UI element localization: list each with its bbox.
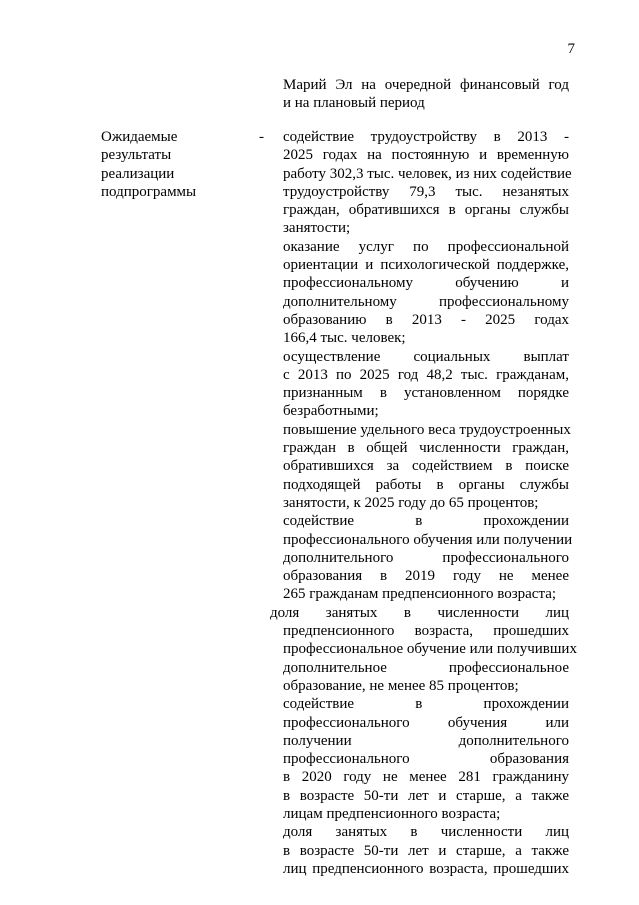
text-line: профессиональному обучению и	[283, 275, 569, 292]
text-line: содействие в прохождении	[283, 513, 569, 530]
text-line: результаты	[101, 147, 172, 164]
text-line: подпрограммы	[101, 183, 197, 200]
text-line: в возрасте 50-ти лет и старше, а также	[283, 842, 569, 859]
text-line: граждан, обратившихся в органы службы	[283, 202, 569, 219]
result-paragraph	[283, 421, 569, 512]
text-line: лицам предпенсионного возраста;	[283, 805, 501, 822]
text-line: оказание услуг по профессиональной	[283, 238, 569, 255]
result-paragraph	[283, 128, 572, 238]
text-line: признанным в установленном порядке	[283, 385, 569, 402]
text-line: образования в 2019 году не менее	[283, 568, 569, 585]
text-line: ориентации и психологической поддержке,	[283, 257, 569, 274]
text-line: содействие в прохождении	[283, 696, 569, 713]
result-paragraph	[283, 238, 569, 348]
result-paragraph	[270, 604, 577, 695]
text-line: образованию в 2013 - 2025 годах	[283, 311, 569, 328]
text-line: занятости, к 2025 году до 65 процентов;	[283, 494, 539, 511]
text-line: 166,4 тыс. человек;	[283, 330, 406, 347]
text-line: граждан в общей численности граждан,	[283, 440, 569, 457]
label-dash: -	[259, 129, 264, 145]
text-line: обратившихся за содействием в поиске	[283, 458, 569, 475]
text-line: в 2020 году не менее 281 гражданину	[283, 769, 569, 786]
text-line: профессионального образования	[283, 751, 569, 768]
result-paragraph	[283, 348, 569, 421]
text-line: профессионального обучения или	[283, 714, 569, 731]
text-line: 2025 годах на постоянную и временную	[283, 147, 569, 164]
text-line: в возрасте 50-ти лет и старше, а также	[283, 787, 569, 804]
text-line: реализации	[101, 165, 175, 182]
text-line: доля занятых в численности лиц	[270, 604, 569, 621]
text-line: дополнительного профессионального	[283, 549, 569, 566]
text-line: с 2013 по 2025 год 48,2 тыс. гражданам,	[283, 366, 569, 383]
text-line: дополнительному профессиональному	[283, 293, 569, 310]
result-paragraph	[283, 695, 569, 823]
text-line: занятости;	[283, 220, 351, 237]
text-line: повышение удельного веса трудоустроенных	[283, 421, 571, 438]
text-line: безработными;	[283, 403, 379, 420]
text-line: работу 302,3 тыс. человек, из них содействие	[283, 165, 572, 182]
text-line: лиц предпенсионного возраста, прошедших	[283, 860, 569, 877]
page-number: 7	[567, 41, 575, 57]
result-paragraph	[283, 512, 573, 603]
text-line: профессионального обучения или получении	[283, 531, 573, 548]
result-paragraph	[283, 823, 569, 878]
text-line: получении дополнительного	[283, 732, 569, 749]
text-line: осуществление социальных выплат	[283, 348, 569, 365]
text-line: трудоустройству 79,3 тыс. незанятых	[283, 183, 569, 200]
text-line: содействие трудоустройству в 2013 -	[283, 129, 569, 145]
text-line: доля занятых в численности лиц	[283, 824, 569, 841]
text-line: 265 гражданам предпенсионного возраста;	[283, 586, 557, 603]
text-line: предпенсионного возраста, прошедших	[283, 623, 569, 640]
text-line: дополнительное профессиональное	[283, 659, 569, 676]
header-continuation	[283, 76, 569, 113]
text-line: Марий Эл на очередной финансовый год	[283, 77, 569, 93]
text-line: профессиональное обучение или получивших	[283, 641, 577, 658]
text-line: Ожидаемые	[101, 129, 178, 145]
text-line: подходящей работы в органы службы	[283, 476, 569, 493]
text-line: образование, не менее 85 процентов;	[283, 677, 519, 694]
text-line: и на плановый период	[283, 95, 425, 112]
expected-results-text	[270, 128, 577, 878]
section-label	[101, 128, 231, 201]
